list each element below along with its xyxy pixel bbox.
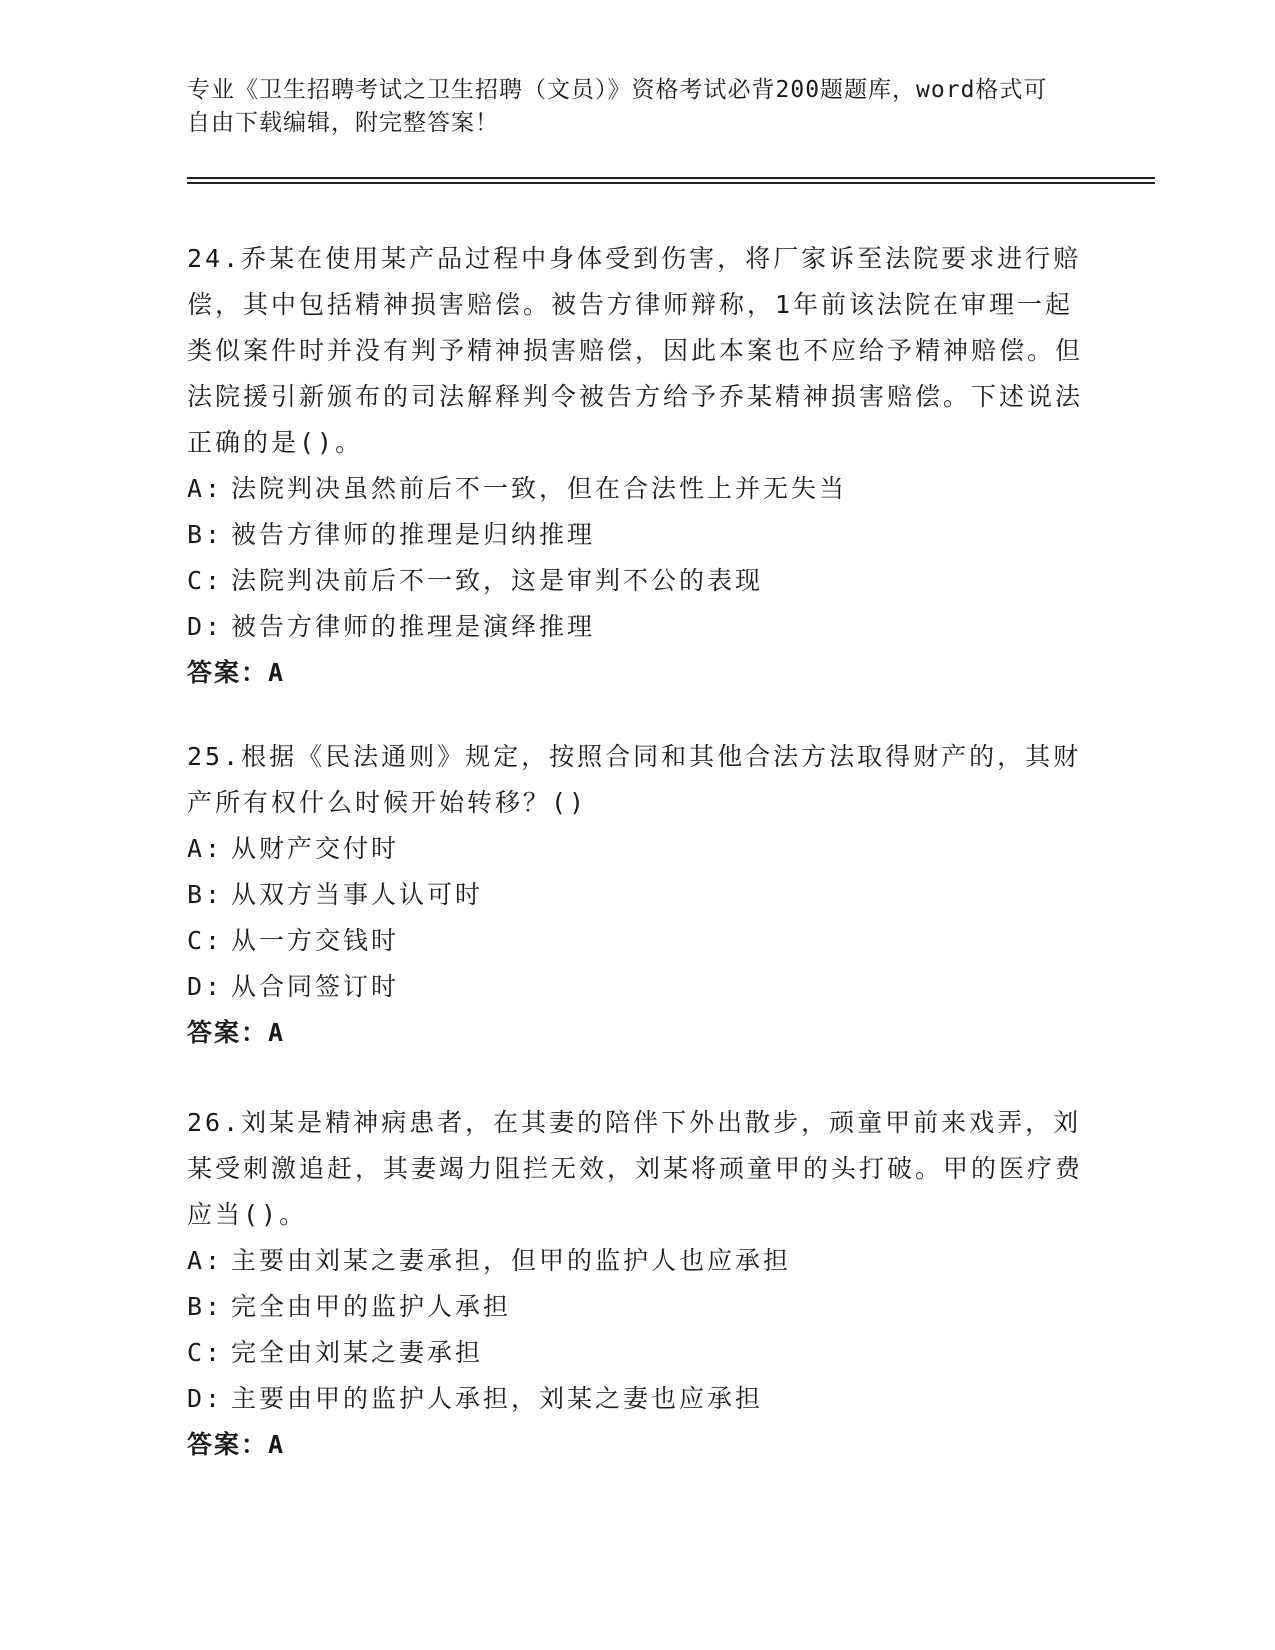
option-key: A:	[187, 834, 224, 863]
option-key: B:	[187, 1292, 224, 1321]
option-key: C:	[187, 566, 224, 595]
option-a	[187, 466, 1087, 512]
option-key: D:	[187, 1384, 224, 1413]
option-text: 主要由刘某之妻承担，但甲的监护人也应承担	[231, 1246, 792, 1275]
option-key: C:	[187, 1338, 224, 1367]
option-key: A:	[187, 474, 224, 503]
option-c	[187, 558, 1087, 604]
question-24	[187, 236, 1087, 696]
answer: 答案：A	[187, 1018, 286, 1047]
option-text: 被告方律师的推理是归纳推理	[231, 520, 596, 549]
question-stem: 25.根据《民法通则》规定，按照合同和其他合法方法取得财产的，其财产所有权什么时候开始转移？()	[187, 742, 1082, 817]
answer: 答案：A	[187, 658, 286, 687]
option-text: 被告方律师的推理是演绎推理	[231, 612, 596, 641]
option-a	[187, 1238, 1087, 1284]
option-d	[187, 604, 1087, 650]
option-text: 从双方当事人认可时	[231, 880, 484, 909]
option-c	[187, 918, 1087, 964]
option-d	[187, 964, 1087, 1010]
document-header	[187, 74, 1067, 140]
header-divider	[187, 177, 1155, 179]
option-d	[187, 1376, 1087, 1422]
header-title: 专业《卫生招聘考试之卫生招聘（文员）》资格考试必背200题题库，word格式可自由下载编辑，附完整答案！	[187, 77, 1048, 136]
option-text: 主要由甲的监护人承担，刘某之妻也应承担	[231, 1384, 764, 1413]
option-text: 从一方交钱时	[231, 926, 400, 955]
option-c	[187, 1330, 1087, 1376]
option-key: B:	[187, 880, 224, 909]
option-key: C:	[187, 926, 224, 955]
question-26	[187, 1100, 1087, 1468]
option-key: B:	[187, 520, 224, 549]
question-25	[187, 734, 1087, 1056]
option-key: A:	[187, 1246, 224, 1275]
question-stem: 26.刘某是精神病患者，在其妻的陪伴下外出散步，顽童甲前来戏弄，刘某受刺激追赶，其妻竭力阻拦无效，刘某将顽童甲的头打破。甲的医疗费应当()。	[187, 1108, 1084, 1229]
header-divider-secondary	[187, 182, 1155, 184]
option-key: D:	[187, 612, 224, 641]
question-stem: 24.乔某在使用某产品过程中身体受到伤害，将厂家诉至法院要求进行赔偿，其中包括精神损害赔偿。被告方律师辩称，1年前该法院在审理一起类似案件时并没有判予精神损害赔偿，因此本案也不应给予精神赔偿。但法院援引新颁布的司法解释判令被告方给予乔某精神损害赔偿。下述说法正确的是()。	[187, 244, 1084, 457]
option-a	[187, 826, 1087, 872]
answer: 答案：A	[187, 1430, 286, 1459]
option-text: 法院判决虽然前后不一致，但在合法性上并无失当	[231, 474, 848, 503]
option-text: 完全由甲的监护人承担	[231, 1292, 512, 1321]
option-b	[187, 872, 1087, 918]
option-text: 从合同签订时	[231, 972, 400, 1001]
option-text: 从财产交付时	[231, 834, 400, 863]
option-key: D:	[187, 972, 224, 1001]
option-text: 法院判决前后不一致，这是审判不公的表现	[231, 566, 764, 595]
option-b	[187, 512, 1087, 558]
option-b	[187, 1284, 1087, 1330]
option-text: 完全由刘某之妻承担	[231, 1338, 484, 1367]
